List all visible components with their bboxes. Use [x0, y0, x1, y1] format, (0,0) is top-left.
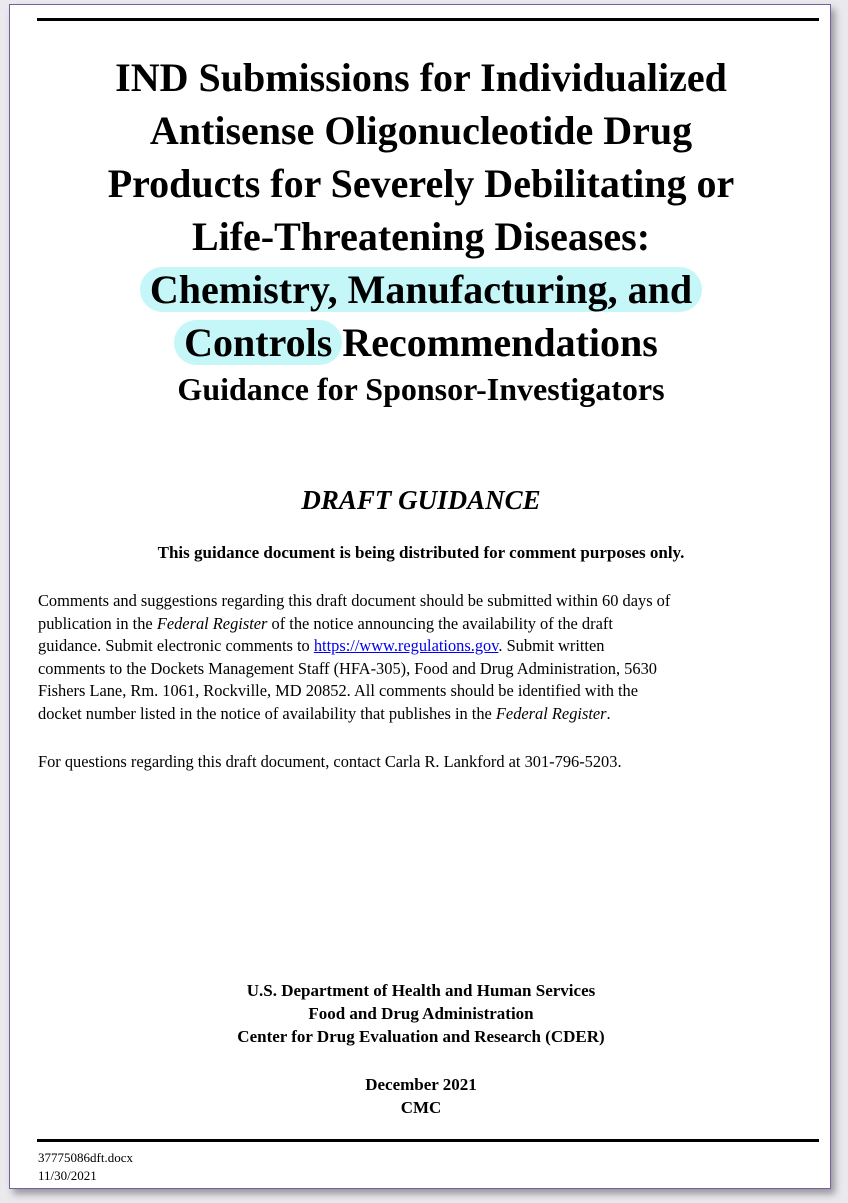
text-run: of the notice announcing the availability of the draft: [267, 613, 613, 633]
title-line-4: Life-Threatening Diseases:: [191, 214, 651, 259]
contact-info: For questions regarding this draft document, contact Carla R. Lankford at 301-796-5203.: [38, 752, 622, 771]
agency-block: [10, 979, 832, 1048]
agency-line-3: Center for Drug Evaluation and Research (CDER): [237, 1027, 605, 1046]
title-line-1: IND Submissions for Individualized: [115, 55, 727, 100]
agency-line-1: U.S. Department of Health and Human Services: [246, 981, 596, 1000]
document-subtitle: Guidance for Sponsor-Investigators: [177, 371, 665, 407]
title-line-6: [10, 316, 832, 369]
top-rule: [37, 18, 819, 21]
comments-paragraph: [38, 590, 823, 725]
federal-register-italic: Federal Register: [156, 613, 268, 633]
publication-date: December 2021: [365, 1075, 477, 1094]
text-run: . Submit written: [498, 636, 605, 655]
comments-line: [38, 613, 823, 636]
highlighted-text[interactable]: Chemistry, Manufacturing, and: [140, 267, 702, 312]
date-block: [10, 1073, 832, 1119]
text-run: .: [606, 703, 611, 723]
comments-line: [38, 703, 823, 726]
comments-line: [38, 635, 823, 658]
title-line-6-rest: Recommendations: [332, 320, 658, 365]
agency-line-2: Food and Drug Administration: [308, 1004, 534, 1023]
document-page: [9, 4, 831, 1189]
comments-line: Fishers Lane, Rm. 1061, Rockville, MD 20852. All comments should be identified with the: [38, 681, 639, 700]
highlighted-text[interactable]: Controls: [174, 320, 342, 365]
footer: [38, 1149, 133, 1185]
title-line-2: Antisense Oligonucleotide Drug: [149, 108, 693, 153]
footer-date: 11/30/2021: [38, 1168, 97, 1183]
document-title: [10, 51, 832, 369]
regulations-gov-link[interactable]: https://www.regulations.gov: [313, 636, 499, 655]
comments-line: Comments and suggestions regarding this draft document should be submitted within 60 days of: [38, 591, 671, 610]
bottom-rule: [37, 1139, 819, 1142]
draft-label: DRAFT GUIDANCE: [301, 485, 541, 515]
title-line-5: [10, 263, 832, 316]
federal-register-italic: Federal Register: [495, 703, 607, 723]
footer-filename: 37775086dft.docx: [38, 1150, 133, 1165]
purpose-statement: This guidance document is being distributed for comment purposes only.: [157, 543, 685, 562]
text-run: publication in the: [38, 613, 157, 633]
text-run: docket number listed in the notice of availability that publishes in the: [38, 703, 496, 723]
text-run: guidance. Submit electronic comments to: [38, 636, 314, 655]
category-label: CMC: [400, 1098, 442, 1117]
comments-line: comments to the Dockets Management Staff (HFA-305), Food and Drug Administration, 5630: [38, 658, 657, 678]
title-line-3: Products for Severely Debilitating or: [107, 161, 735, 206]
